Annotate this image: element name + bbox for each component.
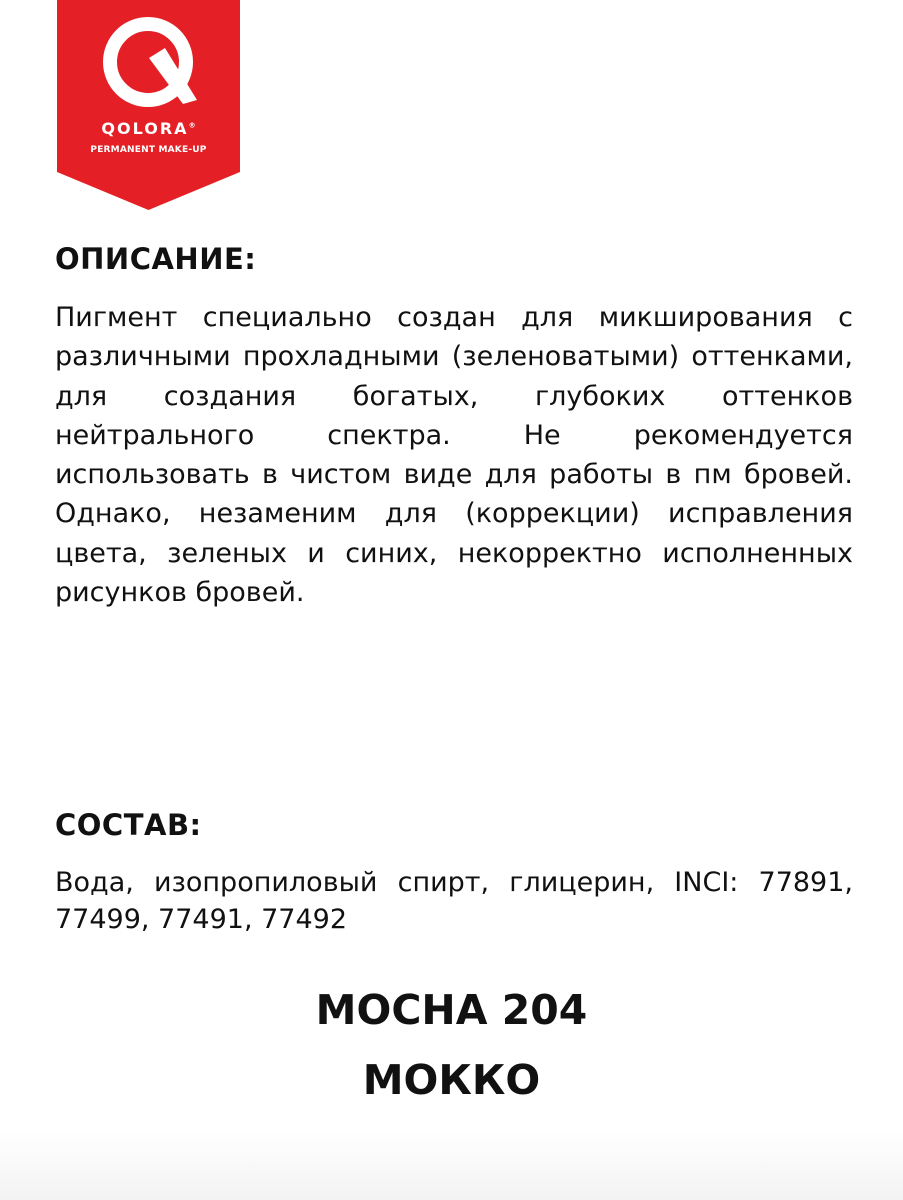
brand-tagline: PERMANENT MAKE-UP xyxy=(90,145,207,155)
composition-heading: СОСТАВ: xyxy=(55,808,202,842)
composition-text: Вода, изопропиловый спирт, глицерин, INCI: 77891, 77499, 77491, 77492 xyxy=(55,867,853,935)
product-name: МОККО xyxy=(362,1056,541,1104)
description-heading: ОПИСАНИЕ: xyxy=(55,242,257,276)
brand-logo xyxy=(57,0,240,210)
bottom-shade xyxy=(0,1130,903,1200)
brand-name: QOLORA® xyxy=(101,119,196,138)
description-text: Пигмент специально создан для микширования с различными прохладными (зеленоватыми) оттенками, для создания богатых, глубоких оттенков нейтрального спектра. Не рекомендуется использовать в чистом виде для работы в пм бровей. Однако, незаменим для (коррекции) исправления цвета, зеленых и синих, некорректно исполненных рисунков бровей. xyxy=(55,302,853,609)
q-logo-icon xyxy=(57,0,240,210)
product-code: MOCHA 204 xyxy=(315,986,588,1034)
